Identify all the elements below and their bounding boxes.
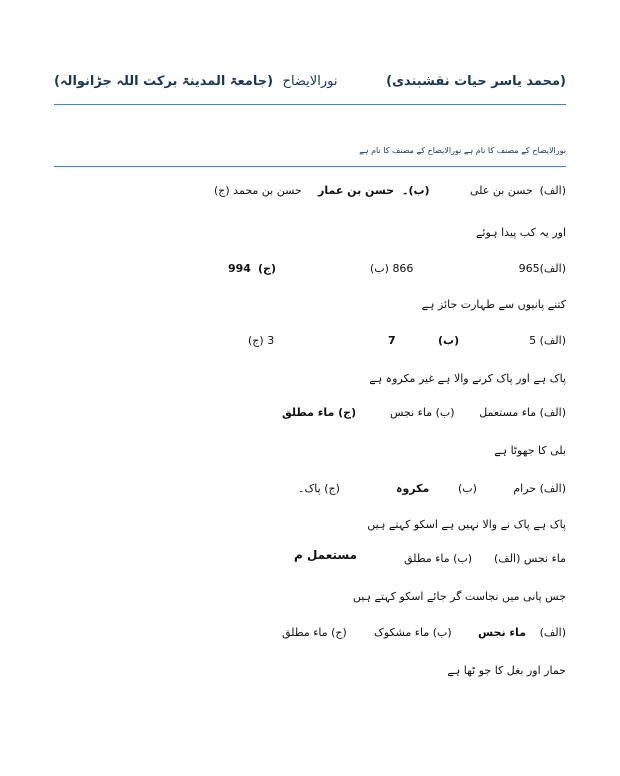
author-name: (محمد یاسر حیات نقشبندی) — [386, 74, 566, 89]
question-2: اور یہ کب پیدا ہوئے — [475, 226, 566, 239]
q5-option-b-label: (ب) — [458, 482, 477, 495]
q2-option-c: 994 — [228, 262, 251, 275]
q1-option-b-label: (ب)۔ — [402, 184, 430, 197]
q3-option-c: 3 (ج) — [248, 334, 275, 347]
q3-option-a: (الف) 5 — [529, 334, 566, 347]
q1-option-a: حسن بن علی — [470, 184, 533, 197]
q3-option-b-label: (ب) — [438, 334, 460, 347]
q4-option-a: (الف) ماء مستعمل — [479, 406, 566, 419]
question-8: حمار اور بغل کا جو ٹھا ہے — [447, 664, 566, 677]
q5-option-b: مکروہ — [396, 482, 430, 495]
q2-option-b: 866 (ب) — [370, 262, 414, 275]
question-3: کتنے پانیوں سے طہارت جائز ہے — [421, 298, 566, 311]
q5-option-c: (ج) پاک۔ — [298, 482, 340, 495]
question-7: جس پانی میں نجاست گر جائے اسکو کہتے ہیں — [352, 590, 566, 603]
q6-option-b: (ب) ماء مطلق — [404, 552, 473, 565]
question-4: پاک ہے اور پاک کرنے والا ہے غیر مکروہ ہے — [369, 372, 566, 385]
q2-option-a: (الف)965 — [518, 262, 566, 275]
q7-option-c: (ج) ماء مطلق — [282, 626, 347, 639]
question-6: پاک ہے پاک نے والا نہیں ہے اسکو کہتے ہیں — [367, 518, 566, 531]
q1-option-b: حسن بن عمار — [318, 184, 395, 197]
q6-option-c: مستعمل م — [294, 548, 358, 562]
q4-option-b: (ب) ماء نجس — [390, 406, 455, 419]
question-5: بلی کا جھوٹا ہے — [494, 444, 566, 457]
q7-option-a: ماء نجس — [478, 626, 527, 639]
q1-option-c: حسن بن محمد (ج) — [214, 184, 302, 197]
q7-option-a-label: (الف) — [539, 626, 566, 639]
book-title: نورالایضاح — [282, 74, 338, 89]
page-header — [54, 72, 566, 105]
q7-option-b: (ب) ماء مشکوک — [374, 626, 452, 639]
q5-option-a: (الف) حرام — [513, 482, 566, 495]
q3-option-b: 7 — [388, 334, 396, 347]
q2-option-c-label: (ج) — [258, 262, 276, 275]
q4-option-c: (ج) ماء مطلق — [282, 406, 357, 419]
q1-option-a-label: (الف) — [539, 184, 566, 197]
question-1: نورالایضاح کے مصنف کا نام ہے نورالایضاح کے مصنف کا نام ہے — [54, 146, 566, 167]
q6-option-a: ماء نجس (الف) — [494, 552, 566, 565]
institution-name: (جامعۃ المدینۃ برکت اللہ جڑانوالہ) — [54, 74, 274, 89]
